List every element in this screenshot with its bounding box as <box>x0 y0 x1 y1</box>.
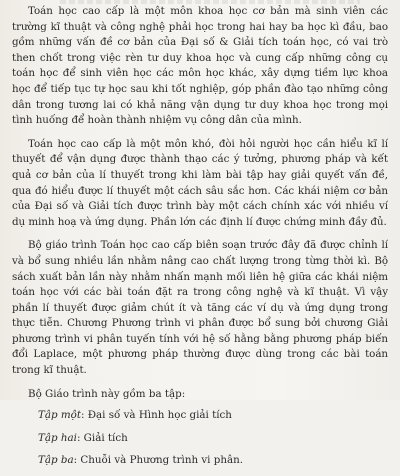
volume-label: Tập ba <box>38 454 74 467</box>
volume-item <box>38 453 388 469</box>
volume-label: Tập hai <box>38 431 77 444</box>
paragraph-2: Toán học cao cấp là một môn khó, đòi hỏi người học cần hiểu kĩ lí thuyết để vận dụng được thành thạo các ý tưởng, phương pháp và kết quả cơ bản của lí thuyết trong khi làm bài tập hay giải quyết vấn đề, qua đó hiểu được lí thuyết một cách sâu sắc hơn. Các khái niệm cơ bản của Đại số và Giải tích được trình bày một cách chính xác với nhiều ví dụ minh hoạ và ứng dụng. Phần lớn các định lí được chứng minh đầy đủ. <box>12 137 388 228</box>
volume-item <box>38 408 388 424</box>
page-content <box>12 4 388 476</box>
volume-title: : Chuỗi và Phương trình vi phân. <box>73 454 244 467</box>
volume-item <box>38 431 388 447</box>
paragraph-3: Bộ giáo trình Toán học cao cấp biên soạn trước đây đã được chỉnh lí và bổ sung nhiều lần nhằm nâng cao chất lượng trong từng thời kì. Bộ sách xuất bản lần này nhằm nhấn mạnh mối liên hệ giữa các khái niệm toán học với các bài toán đặt ra trong công nghệ và kĩ thuật. Vì vậy phần lí thuyết được giảm chút ít và tăng các ví dụ và ứng dụng trong thực tiễn. Chương Phương trình vi phân được bổ sung bởi chương Giải phương trình vi phân tuyến tính với hệ số hằng bằng phương pháp biến đổi Laplace, một phương pháp thường được dùng trong các bài toán trong kĩ thuật. <box>12 239 388 377</box>
volume-list <box>12 408 388 469</box>
volume-title: : Đại số và Hình học giải tích <box>80 409 232 422</box>
volume-title: : Giải tích <box>76 431 128 444</box>
volumes-intro: Bộ Giáo trình này gồm ba tập: <box>28 387 186 400</box>
paragraph-1: Toán học cao cấp là một môn khoa học cơ bản mà sinh viên các trường kĩ thuật và công nghệ phải học trong hai hay ba học kì đầu, bao gồm những vấn đề cơ bản của Đại số & Giải tích toán học, có vai trò then chốt trong việc rèn tư duy khoa học và cung cấp những công cụ toán học để sinh viên học các môn học khác, xây dựng tiềm lực khoa học để tiếp tục tự học sau khi tốt nghiệp, góp phần đào tạo những công dân trong tương lai có khả năng vận dụng tư duy khoa học trong mọi tình huống để hoàn thành nhiệm vụ công dân của mình. <box>12 5 388 127</box>
volume-label: Tập một <box>38 409 81 422</box>
